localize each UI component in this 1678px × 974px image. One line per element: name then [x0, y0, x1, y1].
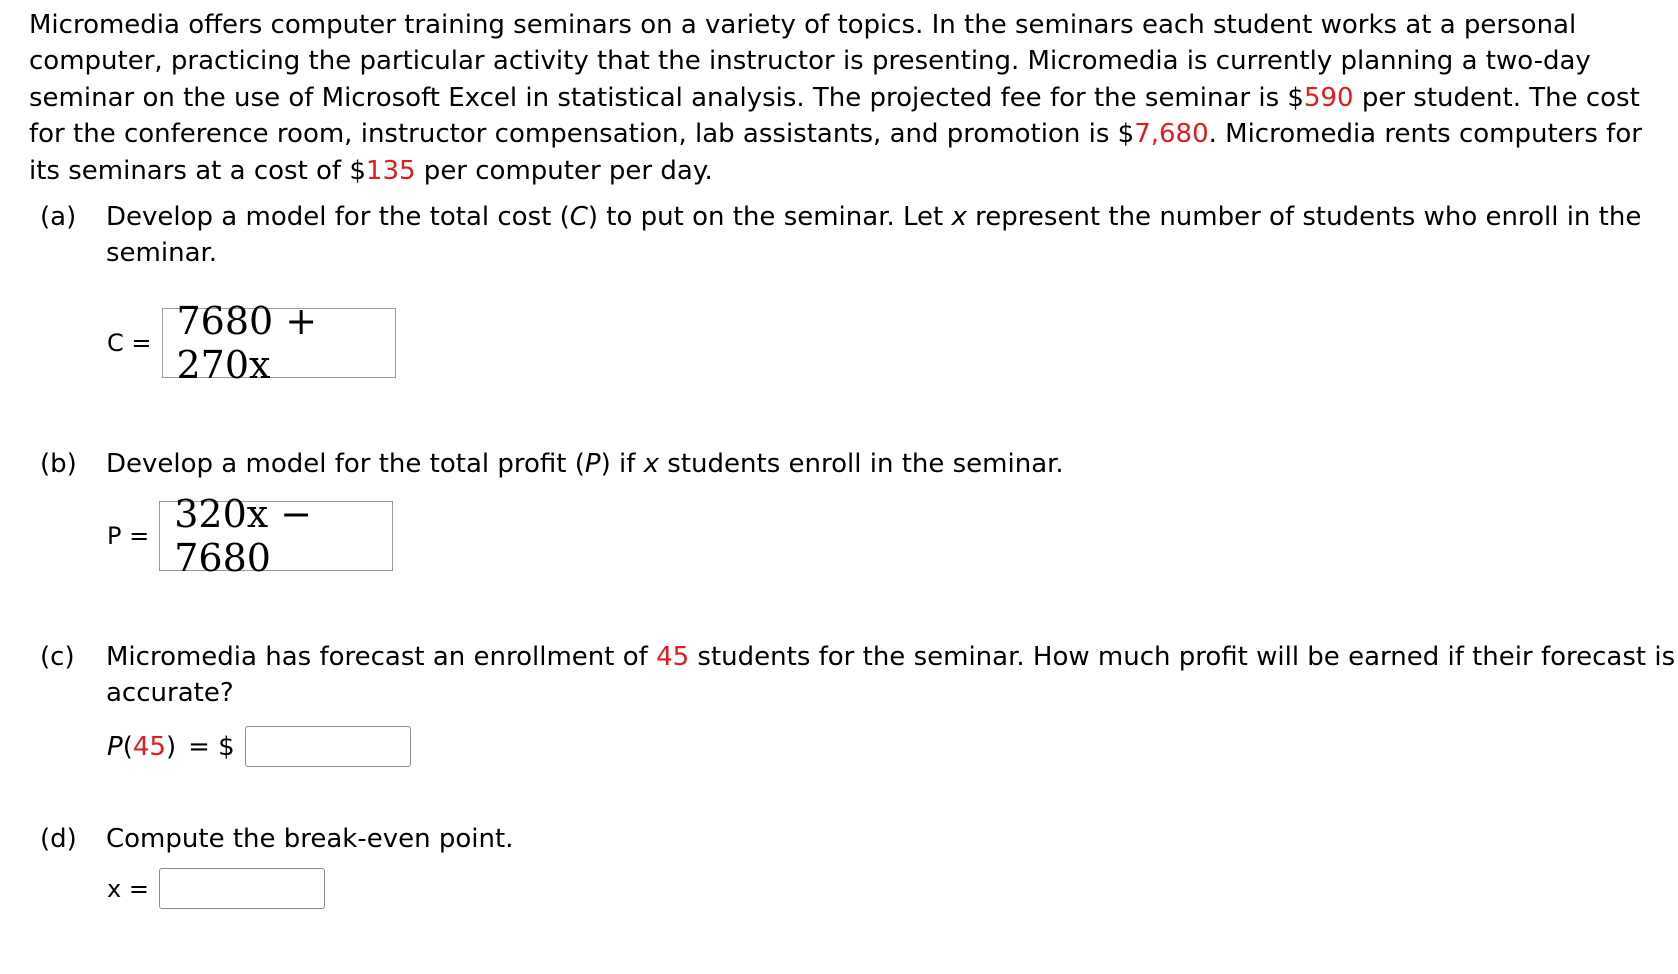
break-even-variable-label: x = [107, 874, 149, 903]
part-d-label: (d) [40, 824, 77, 854]
part-a-answer-row [107, 299, 396, 387]
part-d-answer-row [107, 868, 325, 909]
profit-function-name: P [107, 731, 123, 762]
part-b-label: (b) [40, 449, 77, 479]
fixed-cost-value: 7,680 [1134, 119, 1209, 150]
part-c-text [106, 639, 1676, 711]
part-a-label: (a) [40, 202, 77, 232]
part-b-text-3: students enroll in the seminar. [659, 449, 1064, 479]
part-a-text-1: Develop a model for the total cost ( [106, 202, 570, 232]
profit-answer-box[interactable] [159, 492, 393, 580]
equals-dollar-sign: = $ [188, 731, 235, 762]
part-c-text-1: Micromedia has forecast an enrollment of [106, 642, 657, 672]
cost-answer-value: 7680 + 270x [176, 299, 318, 387]
computer-rent-value: 135 [365, 155, 416, 186]
part-b-var-p: P [584, 449, 601, 479]
part-a-var-x: x [951, 202, 967, 232]
profit-function-close-paren: ) [165, 731, 177, 762]
profit-at-forecast-label [107, 732, 235, 762]
problem-statement [29, 7, 1664, 189]
part-c-label: (c) [40, 642, 75, 672]
part-a-text-3: represent the number of students who enroll in the seminar. [106, 202, 1642, 268]
intro-text-2: per student. The cost for the conference room, instructor compensation, lab assistants, and promotion is $ [29, 82, 1640, 150]
part-b-answer-row [107, 492, 393, 580]
part-b-text [106, 446, 1676, 482]
profit-variable-label: P = [107, 522, 150, 550]
cost-variable-label: C = [107, 329, 152, 357]
part-a-text [106, 199, 1676, 271]
intro-text-1: Micromedia offers computer training seminars on a variety of topics. In the seminars each student works at a personal computer, practicing the particular activity that the instructor is presenting. Micromedia is currently planning a two-day seminar on the use of Microsoft Excel in statistical analysis. The projected fee for the seminar is $ [29, 10, 1591, 113]
profit-function-open-paren: ( [122, 731, 133, 762]
part-a-var-c: C [569, 202, 588, 232]
part-b-var-x: x [643, 449, 660, 479]
intro-text-4: per computer per day. [415, 155, 713, 186]
break-even-input[interactable] [159, 868, 325, 909]
part-a-text-2: ) to put on the seminar. Let [587, 202, 952, 232]
part-d-text: Compute the break-even point. [106, 824, 514, 854]
part-c-text-2: students for the seminar. How much profit will be earned if their forecast is accurate? [106, 642, 1676, 708]
seminar-fee-value: 590 [1303, 82, 1354, 113]
profit-answer-value: 320x − 7680 [174, 492, 313, 580]
cost-answer-box[interactable] [162, 299, 396, 387]
part-c-answer-row [107, 726, 411, 767]
enrollment-forecast-value: 45 [656, 642, 690, 672]
part-b-text-1: Develop a model for the total profit ( [106, 449, 585, 479]
profit-at-forecast-input[interactable] [245, 726, 411, 767]
profit-function-argument: 45 [132, 731, 166, 762]
intro-text-3: . Micromedia rents computers for its seminars at a cost of $ [29, 119, 1642, 186]
part-b-text-2: ) if [600, 449, 644, 479]
